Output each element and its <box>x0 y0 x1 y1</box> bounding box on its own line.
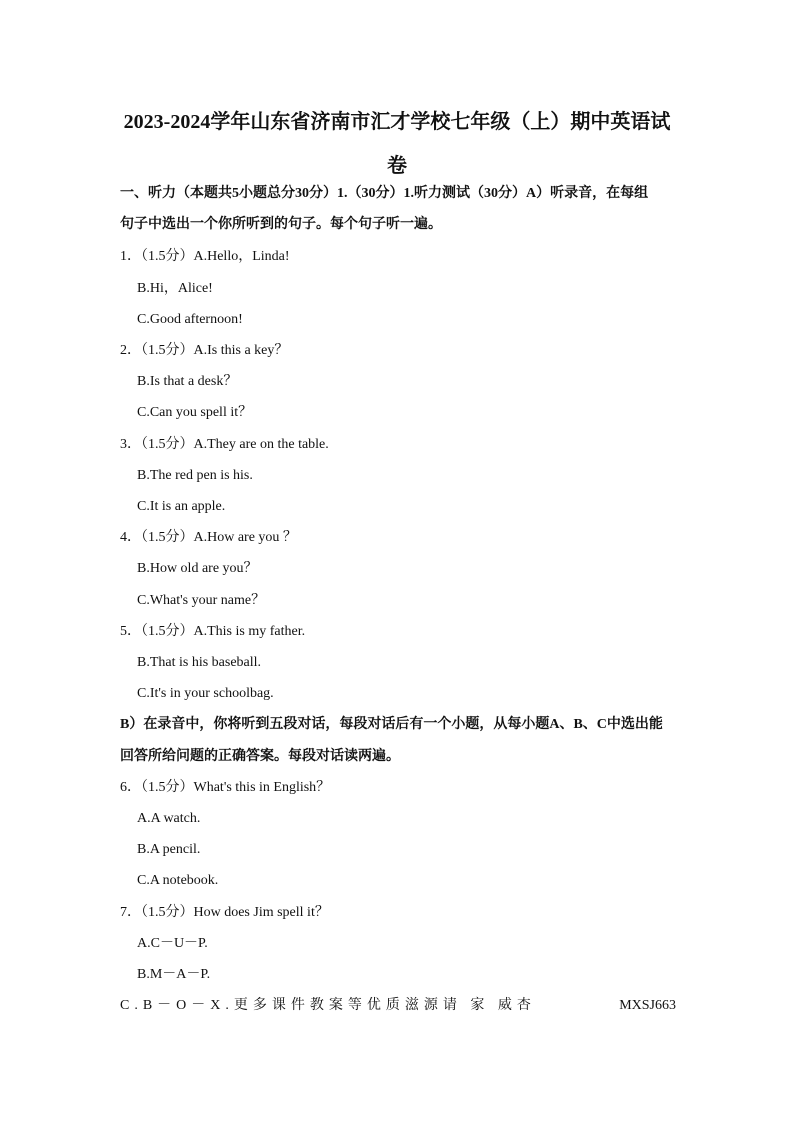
question-6-option-a: A.A watch. <box>137 811 201 826</box>
section-b-instructions-line-2: 回答所给问题的正确答案。每段对话读两遍。 <box>120 749 400 764</box>
page-footer <box>120 996 676 1016</box>
section-1-instructions-line-1: 一、听力（本题共5小题总分30分）1.（30分）1.听力测试（30分）A）听录音，在每组 <box>120 186 649 201</box>
question-4-stem: 4．（1.5分）A.How are you ？ <box>120 530 297 545</box>
footer-code: MXSJ663 <box>619 998 676 1013</box>
question-2-stem: 2．（1.5分）A.Is this a key？ <box>120 343 289 358</box>
question-7-option-a: A.C－U－P. <box>137 936 208 951</box>
question-2-option-b: B.Is that a desk？ <box>137 374 238 389</box>
title-line-1: 2023-2024学年山东省济南市汇才学校七年级（上）期中英语试 <box>123 111 671 133</box>
question-1-stem: 1．（1.5分）A.Hello，Linda! <box>120 249 290 264</box>
question-5-option-c: C.It's in your schoolbag. <box>137 686 274 701</box>
question-4-option-b: B.How old are you？ <box>137 561 258 576</box>
question-1-option-b: B.Hi，Alice! <box>137 281 213 296</box>
section-1-instructions-line-2: 句子中选出一个你所听到的句子。每个句子听一遍。 <box>120 217 442 232</box>
question-2-option-c: C.Can you spell it？ <box>137 405 253 420</box>
question-6-option-b: B.A pencil. <box>137 842 201 857</box>
question-4-option-c: C.What's your name？ <box>137 593 266 608</box>
question-3-option-c: C.It is an apple. <box>137 499 226 514</box>
question-1-option-c: C.Good afternoon! <box>137 312 243 327</box>
section-b-instructions-line-1: B）在录音中，你将听到五段对话，每段对话后有一个小题，从每小题A、B、C中选出能 <box>120 717 663 732</box>
question-5-stem: 5．（1.5分）A.This is my father. <box>120 624 306 639</box>
document-title <box>110 100 684 188</box>
title-line-2: 卷 <box>387 155 407 177</box>
question-7-option-b: B.M－A－P. <box>137 967 211 982</box>
footer-left-text: C.B－O－X.更多课件教案等优质滋源请 家 威杏 <box>120 998 536 1013</box>
question-6-option-c: C.A notebook. <box>137 873 219 888</box>
question-6-stem: 6．（1.5分）What's this in English？ <box>120 780 331 795</box>
question-5-option-b: B.That is his baseball. <box>137 655 262 670</box>
question-3-stem: 3．（1.5分）A.They are on the table. <box>120 437 329 452</box>
question-7-stem: 7．（1.5分）How does Jim spell it？ <box>120 905 329 920</box>
question-3-option-b: B.The red pen is his. <box>137 468 253 483</box>
